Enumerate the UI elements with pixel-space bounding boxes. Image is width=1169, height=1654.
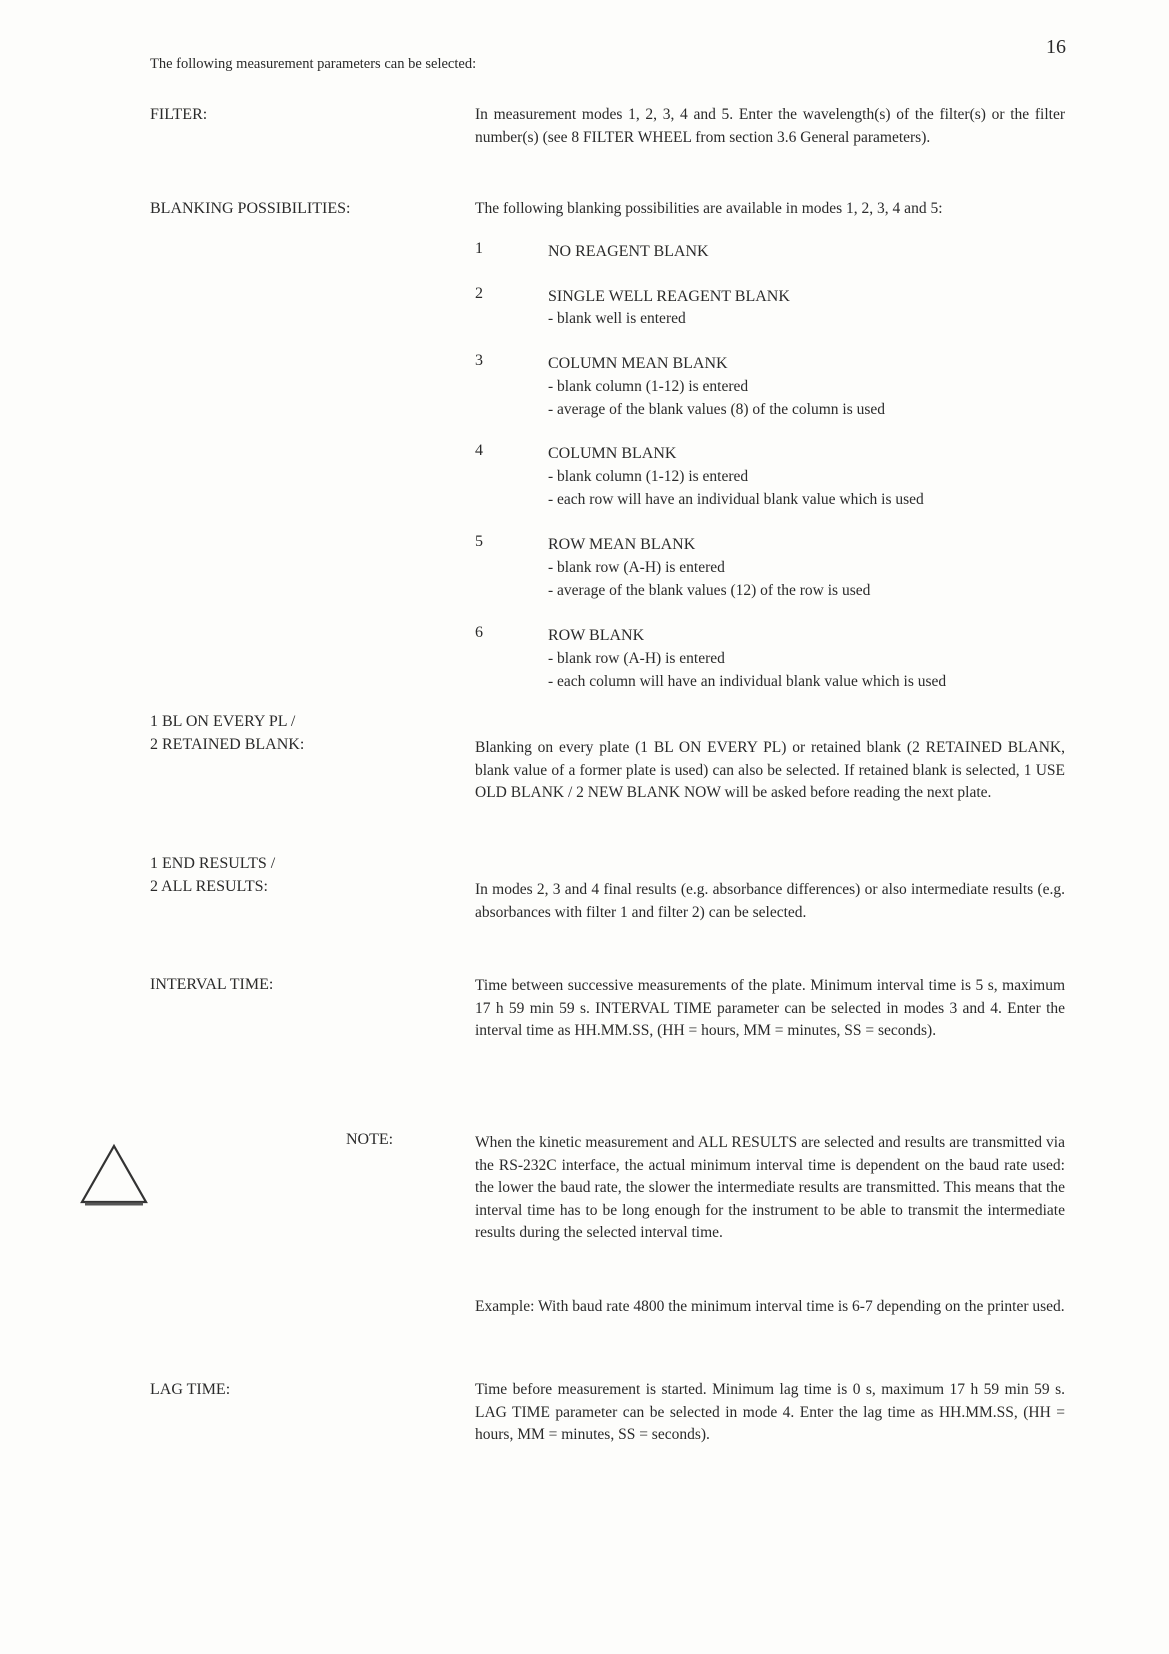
interval-text: Time between successive measurements of the plate. Minimum interval time is 5 s, maximum 17 h 59 min 59 s. INTERVAL TIME parameter can be selected in modes 3 and 4. Enter the interval time as HH.MM.SS, (HH = hours, MM = minutes, SS = seconds).: [475, 977, 1065, 1039]
filter-label: FILTER:: [150, 106, 208, 123]
option-title: COLUMN MEAN BLANK: [548, 355, 728, 372]
blanking-text: The following blanking possibilities are available in modes 1, 2, 3, 4 and 5:: [475, 200, 943, 217]
filter-text: In measurement modes 1, 2, 3, 4 and 5. Enter the wavelength(s) of the filter(s) or the filter number(s) (see 8 FILTER WHEEL from section 3.6 General parameters).: [475, 106, 1065, 146]
option-detail: - average of the blank values (8) of the column is used: [548, 401, 886, 418]
retained-text: Blanking on every plate (1 BL ON EVERY PL) or retained blank (2 RETAINED BLANK, blank value of a former plate is used) can also be selected. If retained blank is selected, 1 USE OLD BLANK / 2 NEW BLANK NOW will be asked before reading the next plate.: [475, 739, 1065, 801]
option-detail: - each column will have an individual blank value which is used: [548, 673, 947, 690]
option-title: NO REAGENT BLANK: [548, 243, 709, 260]
option-title: ROW BLANK: [548, 627, 645, 644]
page-number: 16: [1046, 36, 1066, 58]
option-number: 4: [475, 442, 483, 459]
option-number: 1: [475, 240, 483, 257]
option-title: COLUMN BLANK: [548, 445, 677, 462]
retained-label-line2: 2 RETAINED BLANK:: [150, 736, 305, 753]
results-text: In modes 2, 3 and 4 final results (e.g. absorbance differences) or also intermediate results (e.g. absorbances with filter 1 and filter 2) can be selected.: [475, 881, 1065, 921]
option-detail: - blank column (1-12) is entered: [548, 378, 749, 395]
warning-triangle-icon: [78, 1142, 150, 1207]
note-example: Example: With baud rate 4800 the minimum interval time is 6-7 depending on the printer used.: [475, 1298, 1065, 1315]
lag-label: LAG TIME:: [150, 1381, 231, 1398]
option-detail: - each row will have an individual blank value which is used: [548, 491, 924, 508]
blanking-label: BLANKING POSSIBILITIES:: [150, 200, 351, 217]
results-label-line2: 2 ALL RESULTS:: [150, 878, 268, 895]
option-number: 3: [475, 352, 483, 369]
interval-label: INTERVAL TIME:: [150, 976, 274, 993]
option-detail: - blank well is entered: [548, 310, 686, 327]
option-detail: - blank column (1-12) is entered: [548, 468, 749, 485]
note-label: NOTE:: [346, 1131, 394, 1148]
option-detail: - blank row (A-H) is entered: [548, 650, 725, 667]
option-number: 6: [475, 624, 483, 641]
results-label-line1: 1 END RESULTS /: [150, 855, 276, 872]
option-detail: - average of the blank values (12) of the row is used: [548, 582, 871, 599]
option-number: 2: [475, 285, 483, 302]
option-title: SINGLE WELL REAGENT BLANK: [548, 288, 790, 305]
option-number: 5: [475, 533, 483, 550]
intro-text: The following measurement parameters can be selected:: [150, 56, 477, 72]
retained-label-line1: 1 BL ON EVERY PL /: [150, 713, 296, 730]
option-title: ROW MEAN BLANK: [548, 536, 696, 553]
lag-text: Time before measurement is started. Minimum lag time is 0 s, maximum 17 h 59 min 59 s. LAG TIME parameter can be selected in mode 4. Enter the lag time as HH.MM.SS, (HH = hours, MM = minutes, SS = seconds).: [475, 1381, 1065, 1443]
option-detail: - blank row (A-H) is entered: [548, 559, 725, 576]
note-text: When the kinetic measurement and ALL RESULTS are selected and results are transmitted via the RS-232C interface, the actual minimum interval time is dependent on the baud rate used: the lower the baud rate, the slower the intermediate results are transmitted. This means that the interval time has to be long enough for the instrument to be able to transmit the intermediate results during the selected interval time.: [475, 1134, 1065, 1241]
